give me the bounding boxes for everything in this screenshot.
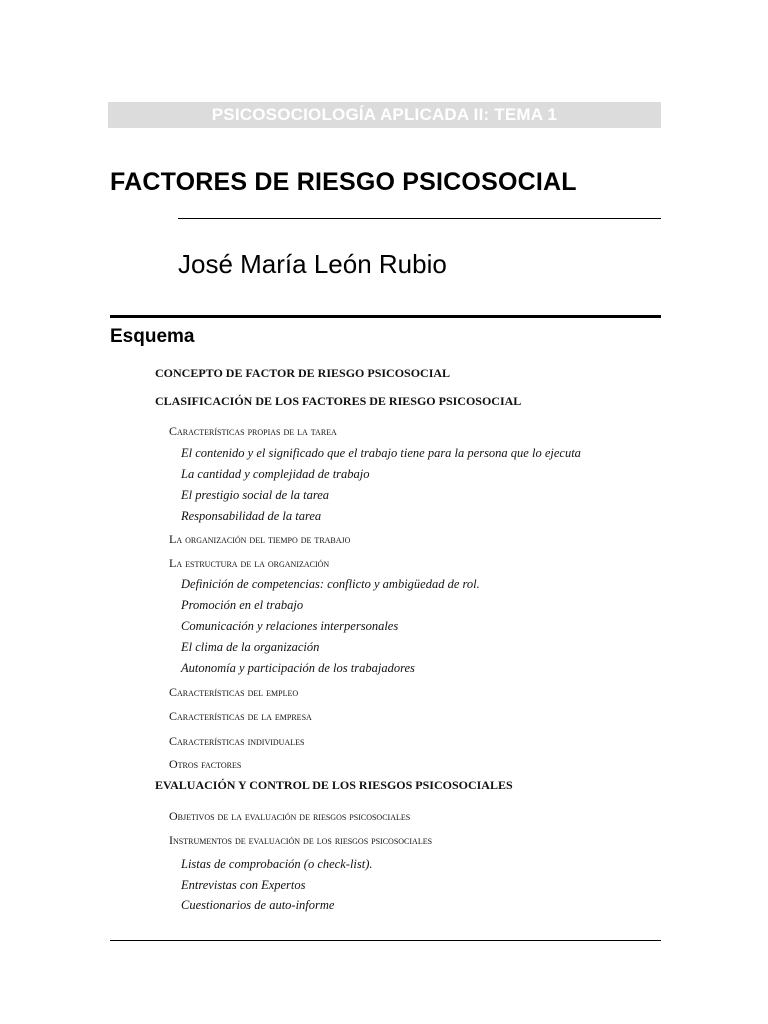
outline-item: El prestigio social de la tarea: [181, 488, 330, 502]
outline-section: CLASIFICACIÓN DE LOS FACTORES DE RIESGO PSICOSOCIAL: [155, 394, 522, 408]
outline-item: El contenido y el significado que el trabajo tiene para la persona que lo ejecuta: [181, 446, 581, 460]
outline-item: Autonomía y participación de los trabajadores: [181, 661, 415, 675]
outline-subsection: Características de la empresa: [169, 709, 312, 723]
outline-subsection: Otros factores: [169, 757, 242, 771]
section-divider: [110, 315, 661, 318]
outline-subsection: Objetivos de la evaluación de riesgos psicosociales: [169, 809, 411, 823]
author-name: José María León Rubio: [178, 249, 447, 279]
section-heading: Esquema: [110, 326, 195, 347]
course-header-band: PSICOSOCIOLOGÍA APLICADA II: TEMA 1: [108, 102, 661, 128]
outline-subsection: Características del empleo: [169, 685, 299, 699]
outline-item: La cantidad y complejidad de trabajo: [181, 467, 370, 481]
outline-item: Promoción en el trabajo: [181, 598, 304, 612]
outline-section: CONCEPTO DE FACTOR DE RIESGO PSICOSOCIAL: [155, 366, 451, 380]
outline-subsection: Características individuales: [169, 734, 305, 748]
outline-item: Comunicación y relaciones interpersonales: [181, 619, 399, 633]
outline-item: Entrevistas con Expertos: [181, 878, 306, 892]
outline-item: Listas de comprobación (o check-list).: [181, 857, 373, 871]
outline-item: Cuestionarios de auto-informe: [181, 898, 335, 912]
outline-subsection: La organización del tiempo de trabajo: [169, 532, 351, 546]
outline-subsection: Características propias de la tarea: [169, 424, 337, 438]
outline-subsection: Instrumentos de evaluación de los riesgos psicosociales: [169, 833, 433, 847]
outline-item: El clima de la organización: [181, 640, 320, 654]
footer-divider: [110, 940, 661, 941]
title-divider: [178, 218, 661, 219]
outline-section: EVALUACIÓN Y CONTROL DE LOS RIESGOS PSICOSOCIALES: [155, 778, 513, 792]
outline-subsection: La estructura de la organización: [169, 556, 330, 570]
outline-item: Definición de competencias: conflicto y ambigüedad de rol.: [181, 577, 480, 591]
outline-item: Responsabilidad de la tarea: [181, 509, 322, 523]
document-title: FACTORES DE RIESGO PSICOSOCIAL: [110, 168, 577, 196]
